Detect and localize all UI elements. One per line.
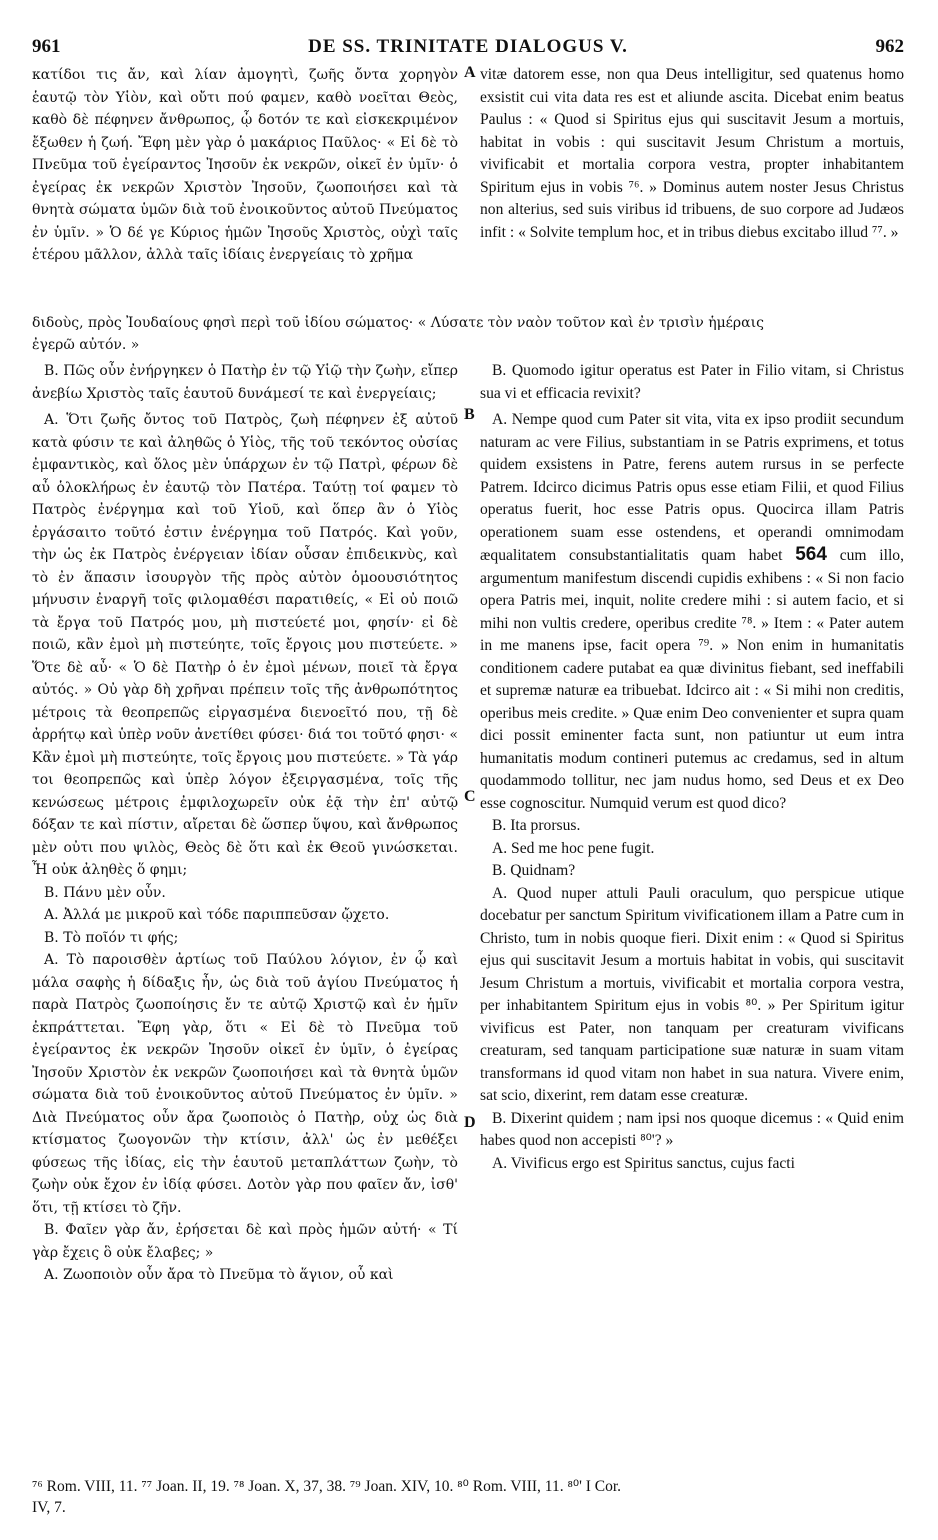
greek-speech-a3: A. Τὸ παροισθὲν ἀρτίως τοῦ Παύλου λόγιον, ἐν ᾧ καὶ μάλα σαφὴς ἡ δίδαξις ἦν, ὡς διὰ τοῦ ἁγίου Πνεύματος ἡ παρὰ Πατρὸς ζωοποίησις ἔν τε αὐτῷ Χριστῷ καὶ ἐν ἡμῖν ἐκπράττεται. Ἔφη γὰρ, ὅτι « Εἰ δὲ τὸ Πνεῦμα τοῦ ἐγείραντος ἐκ νεκρῶν Ἰησοῦν οἰκεῖ ἐν ὑμῖν, ὁ ἐγείρας Ἰησοῦν Χριστὸν ἐκ νεκρῶν ζωοποιήσει καὶ τὰ θνητὰ ὑμῶν σώματα διὰ τοῦ ἐνοικοῦντος αὐτοῦ Πνεύματος ἐν ὑμῖν. » Διὰ Πνεύματος οὖν ἄρα ζωοποιὸς ὁ Πατὴρ, οὐχ ὡς διὰ κτίσματος ζωογονῶν τὴν κτίσιν, ἀλλ' ὡς ἐν μεθέξει φύσεως τῆς ἰδίας, εἰς τὴν ἑαυτοῦ μεταπλάττων ζωὴν, τὸ ζωὴν οὐκ ἔχον ἐν ἰδίᾳ φύσει. Δοτὸν γὰρ που φαῖεν ἄν, ἰσθ' ὅτι, τῇ κτίσει τὸ ζῆν. <box>32 952 458 1216</box>
latin-speech-b4: B. Dixerint quidem ; nam ipsi nos quoque dicemus : « Quid enim habes quod non accepisti ⁸⁰'? » <box>480 1109 904 1149</box>
spanning-line-text-end: ἐγερῶ αὐτόν. » <box>32 337 140 353</box>
greek-speech-a: A. Ὅτι ζωῆς ὄντος τοῦ Πατρὸς, ζωὴ πέφηνεν ἐξ αὐτοῦ κατὰ φύσιν τε καὶ ἀληθῶς ὁ Υἱὸς, τῆς τοῦ τεκόντος οὐσίας ἐμφαντικὸς, καὶ ὅλος μὲν ὑπάρχων ἐν τῷ Πατρὶ, φέρων δὲ αὖ ὁλοκλήρως ἐν ἑαυτῷ τὸν Πατέρα. Ταύτῃ τοί φαμεν τὸ Πατρὸς ἐνέργημα καὶ τοῦ Υἱοῦ, καὶ ὅπερ ἂν ὁ Υἱὸς ἐργάσαιτο τοῦτό ἐστιν ἐνέργημα τοῦ Πατρός. Καὶ γοῦν, τὴν ὡς ἐκ Πατρὸς ἐνέργειαν ἰδίαν οὖσαν ἐπιδεικνὺς, καὶ τὸ ἐν ἅπασιν ἰσουργὸν τῆς πρὸς αὐτὸν ὁμοουσιότητος μήνυσιν ἐναργῆ τοῖς φιλομαθέσι παρατιθείς, « Εἰ οὐ ποιῶ τὰ ἔργα τοῦ Πατρός μου, μὴ πιστεύετέ μοι, φησίν· εἰ δὲ ποιῶ, κἂν ἐμοὶ μὴ πιστεύητε, τοῖς ἔργοις μου πιστεύετε. » Ὅτε δὲ αὖ· « Ὁ δὲ Πατὴρ ὁ ἐν ἐμοὶ μένων, ποιεῖ τὰ ἔργα αὐτός. » Οὐ γὰρ δὴ χρῆναι πρέπειν τοῖς τῆς ἀνθρωπότητος μέτροις τὰ θεοπρεπῶς εἰργασμένα διενοεῖτό που, τῇ δὲ ἀρρήτῳ καὶ ὑπὲρ νοῦν ἀνετίθει φύσει· διά τοι τοῦτό φησι· « Κἂν ἐμοὶ μὴ πιστεύητε, τοῖς ἔργοις μου πιστεύετε. » Τὰ γάρ τοι θεοπρεπῶς καὶ ὑπὲρ λόγον ἐξειργασμένα, τοῖς τῆς κενώσεως μέτροις ἐμφιλοχωρεῖν οὐκ ἐᾷ τὴν ἐπ' αὐτῷ δόξαν τε καὶ πίστιν, αἴρεται δὲ ὥσπερ ὕψου, καὶ ἄνθρωπος μὲν οὐτι που ψιλὸς, Θεὸς δὲ ὅτι καὶ ἐκ Θεοῦ γινώσκεται. Ἦ οὐκ ἀληθὲς ὅ φημι; <box>32 412 458 878</box>
greek-column-block2 <box>32 360 458 1287</box>
running-title: DE SS. TRINITATE DIALOGUS V. <box>308 36 628 57</box>
latin-speech-a2: A. Sed me hoc pene fugit. <box>492 839 655 857</box>
column-number: 564 <box>795 544 827 565</box>
page-number-left: 961 <box>32 36 61 57</box>
latin-speech-b2: B. Ita prorsus. <box>492 817 581 834</box>
latin-speech-a4: A. Vivificus ergo est Spiritus sanctus, cujus facti <box>492 1154 795 1172</box>
latin-paragraph: vitæ datorem esse, non qua Deus intelligitur, sed quatenus homo exsistit cui vita data res est et aliunde ascita. Dicebat enim beatus Paulus : « Quod si Spiritus ejus qui suscitavit Jesum a mortuis, habitat in vobis : qui suscitavit Jesum Christum a mortuis, vivificabit et mortalia corpora vestra, propter inhabitantem Spiritum ejus in vobis ⁷⁶. » Dominus autem noster Jesus Christus non alterius, sed suis viribus id tribuens, de suo corpore ad Judæos infit : « Solvite templum hoc, et in tribus diebus excitabo illud ⁷⁷. » <box>480 66 904 241</box>
margin-marker-a: A <box>464 64 476 81</box>
spanning-line-text: διδοὺς, πρὸς Ἰουδαίους φησὶ περὶ τοῦ ἰδίου σώματος· « Λύσατε τὸν ναὸν τοῦτον καὶ ἐν τρισὶν ἡμέραις <box>32 315 764 331</box>
greek-speech-a4: A. Ζωοποιὸν οὖν ἄρα τὸ Πνεῦμα τὸ ἅγιον, οὗ καὶ <box>44 1267 394 1283</box>
footnote-line: ⁷⁶ Rom. VIII, 11. ⁷⁷ Joan. II, 19. ⁷⁸ Joan. X, 37, 38. ⁷⁹ Joan. XIV, 10. ⁸⁰ Rom. VIII, 11. ⁸⁰' I Cor. <box>32 1478 622 1495</box>
page-number-right: 962 <box>875 36 904 57</box>
greek-paragraph: κατίδοι τις ἄν, καὶ λίαν ἀμογητὶ, ζωῆς ὄντα χορηγὸν ἑαυτῷ τὸν Υἱὸν, καὶ οὔτι πού φαμεν, καθὸ νοεῖται Θεὸς, καθὸ δὲ πέφηνεν ἄνθρωπος, ᾧ δοτόν τε καὶ εἰσκεκριμένον ἔξωθεν ἡ ζωή. Ἔφη μὲν γὰρ ὁ μακάριος Παῦλος· « Εἰ δὲ τὸ Πνεῦμα τοῦ ἐγείραντος Ἰησοῦν ἐκ νεκρῶν, οἰκεῖ ἐν ὑμῖν· ὁ ἐγείρας ἐκ νεκρῶν Χριστὸν Ἰησοῦν, ζωοποιήσει καὶ τὰ θνητὰ σώματα ὑμῶν διὰ τοῦ ἐνοικοῦντος αὐτοῦ Πνεύματος ἐν ὑμῖν. » Ὁ δέ γε Κύριος ἡμῶν Ἰησοῦς Χριστὸς, οὐχὶ ταῖς ἑτέρου μᾶλλον, ἀλλὰ ταῖς ἰδίαις ἐνεργείαις τὸ χρῆμα <box>32 67 458 263</box>
margin-marker-c: C <box>464 788 476 805</box>
greek-speech-b2: B. Πάνυ μὲν οὖν. <box>44 884 166 901</box>
page-header <box>32 36 904 60</box>
latin-speech-a-part2: cum illo, argumentum manifestum discendi cupidis exhibens : « Si non facio opera Patris mei, inquit, nolite credere mihi : si autem facio, et si mihi non vultis credere, operibus credite ⁷⁸. » Item : « Pater autem in me manens ipse, facit opera ⁷⁹. » Non enim in humanitatis conditionem cadere putabat ea quæ divinitus fiebant, sed ineffabili et supremæ naturæ ea tribuebat. Idcirco ait : « Si mihi non creditis, operibus meis credite. » Quæ enim Deo convenienter et supra quam dici possit eminenter facta sunt, non patiuntur ut eum intra humanitatis modum contineri putemus ac credamus, sed in altum quodammodo tollitur, nec jam nudus homo, sed Deus et ex Deo esse cognoscitur. Numquid verum est quod dico? <box>480 547 904 812</box>
latin-speech-b3: B. Quidnam? <box>492 862 576 879</box>
latin-speech-a3: A. Quod nuper attuli Pauli oraculum, quo perspicue utique docebatur per sanctum Spiritum vivificationem illam a Patre cum in Christo, tum in nobis quoque fieri. Dixit enim : « Quod si Spiritus ejus qui suscitavit Jesum a mortuis habitat in vobis, qui suscitavit Jesum Christum a mortuis, vivificabit et mortalia corpora vestra, per inhabitantem Spiritum ejus in vobis ⁸⁰. » Per Spiritum igitur vivificus est Pater, non tanquam per creaturam vivificans creaturam, sed tanquam participatione suæ naturæ in suam vitam transformans id quod vitam non habet in sua natura. Vivere enim, sat scio, dixerint, rem datam esse creaturæ. <box>480 884 904 1104</box>
greek-speech-a2: A. Ἀλλά με μικροῦ καὶ τόδε παριππεῦσαν ᾤχετο. <box>44 907 390 923</box>
greek-column-block1 <box>32 64 458 312</box>
greek-speech-b: B. Πῶς οὖν ἐνήργηκεν ὁ Πατὴρ ἐν τῷ Υἱῷ τὴν ζωὴν, εἴπερ ἀνεβίω Χριστὸς ταῖς ἑαυτοῦ δυνάμεσί τε καὶ ἐνεργείαις; <box>32 363 458 402</box>
latin-speech-a <box>480 409 904 815</box>
footnote-line-end: IV, 7. <box>32 1499 66 1516</box>
latin-speech-b: B. Quomodo igitur operatus est Pater in Filio vitam, si Christus sua vi et efficacia revixit? <box>480 362 904 402</box>
margin-marker-b: B <box>464 406 475 423</box>
footnotes <box>32 1476 904 1518</box>
latin-column-block1 <box>480 64 904 312</box>
greek-speech-b4: B. Φαῖεν γὰρ ἄν, ἐρήσεται δὲ καὶ πρὸς ἡμῶν αὐτή· « Τί γὰρ ἔχεις ὃ οὐκ ἔλαβες; » <box>32 1222 458 1261</box>
margin-marker-d: D <box>464 1114 476 1131</box>
spanning-line <box>32 312 904 356</box>
greek-speech-b3: B. Τὸ ποῖόν τι φής; <box>44 929 179 946</box>
latin-speech-a-part1: A. Nempe quod cum Pater sit vita, vita ex ipso prodiit secundum naturam ac vere Filius, substantiam in se Patris exprimens, et totus quidem exsistens in Patre, ferens autem rursus in se perfecte Patrem. Idcirco dicimus Patris opus esse etiam Filii, et quod Filius operatus fuerit, hoc esse Patris opus. Quocirca illam Patris operationem suam esse ostendens, et operandi omnimodam æqualitatem consubstantialitatis quam habet <box>480 411 904 564</box>
latin-column-block2 <box>480 360 904 1175</box>
